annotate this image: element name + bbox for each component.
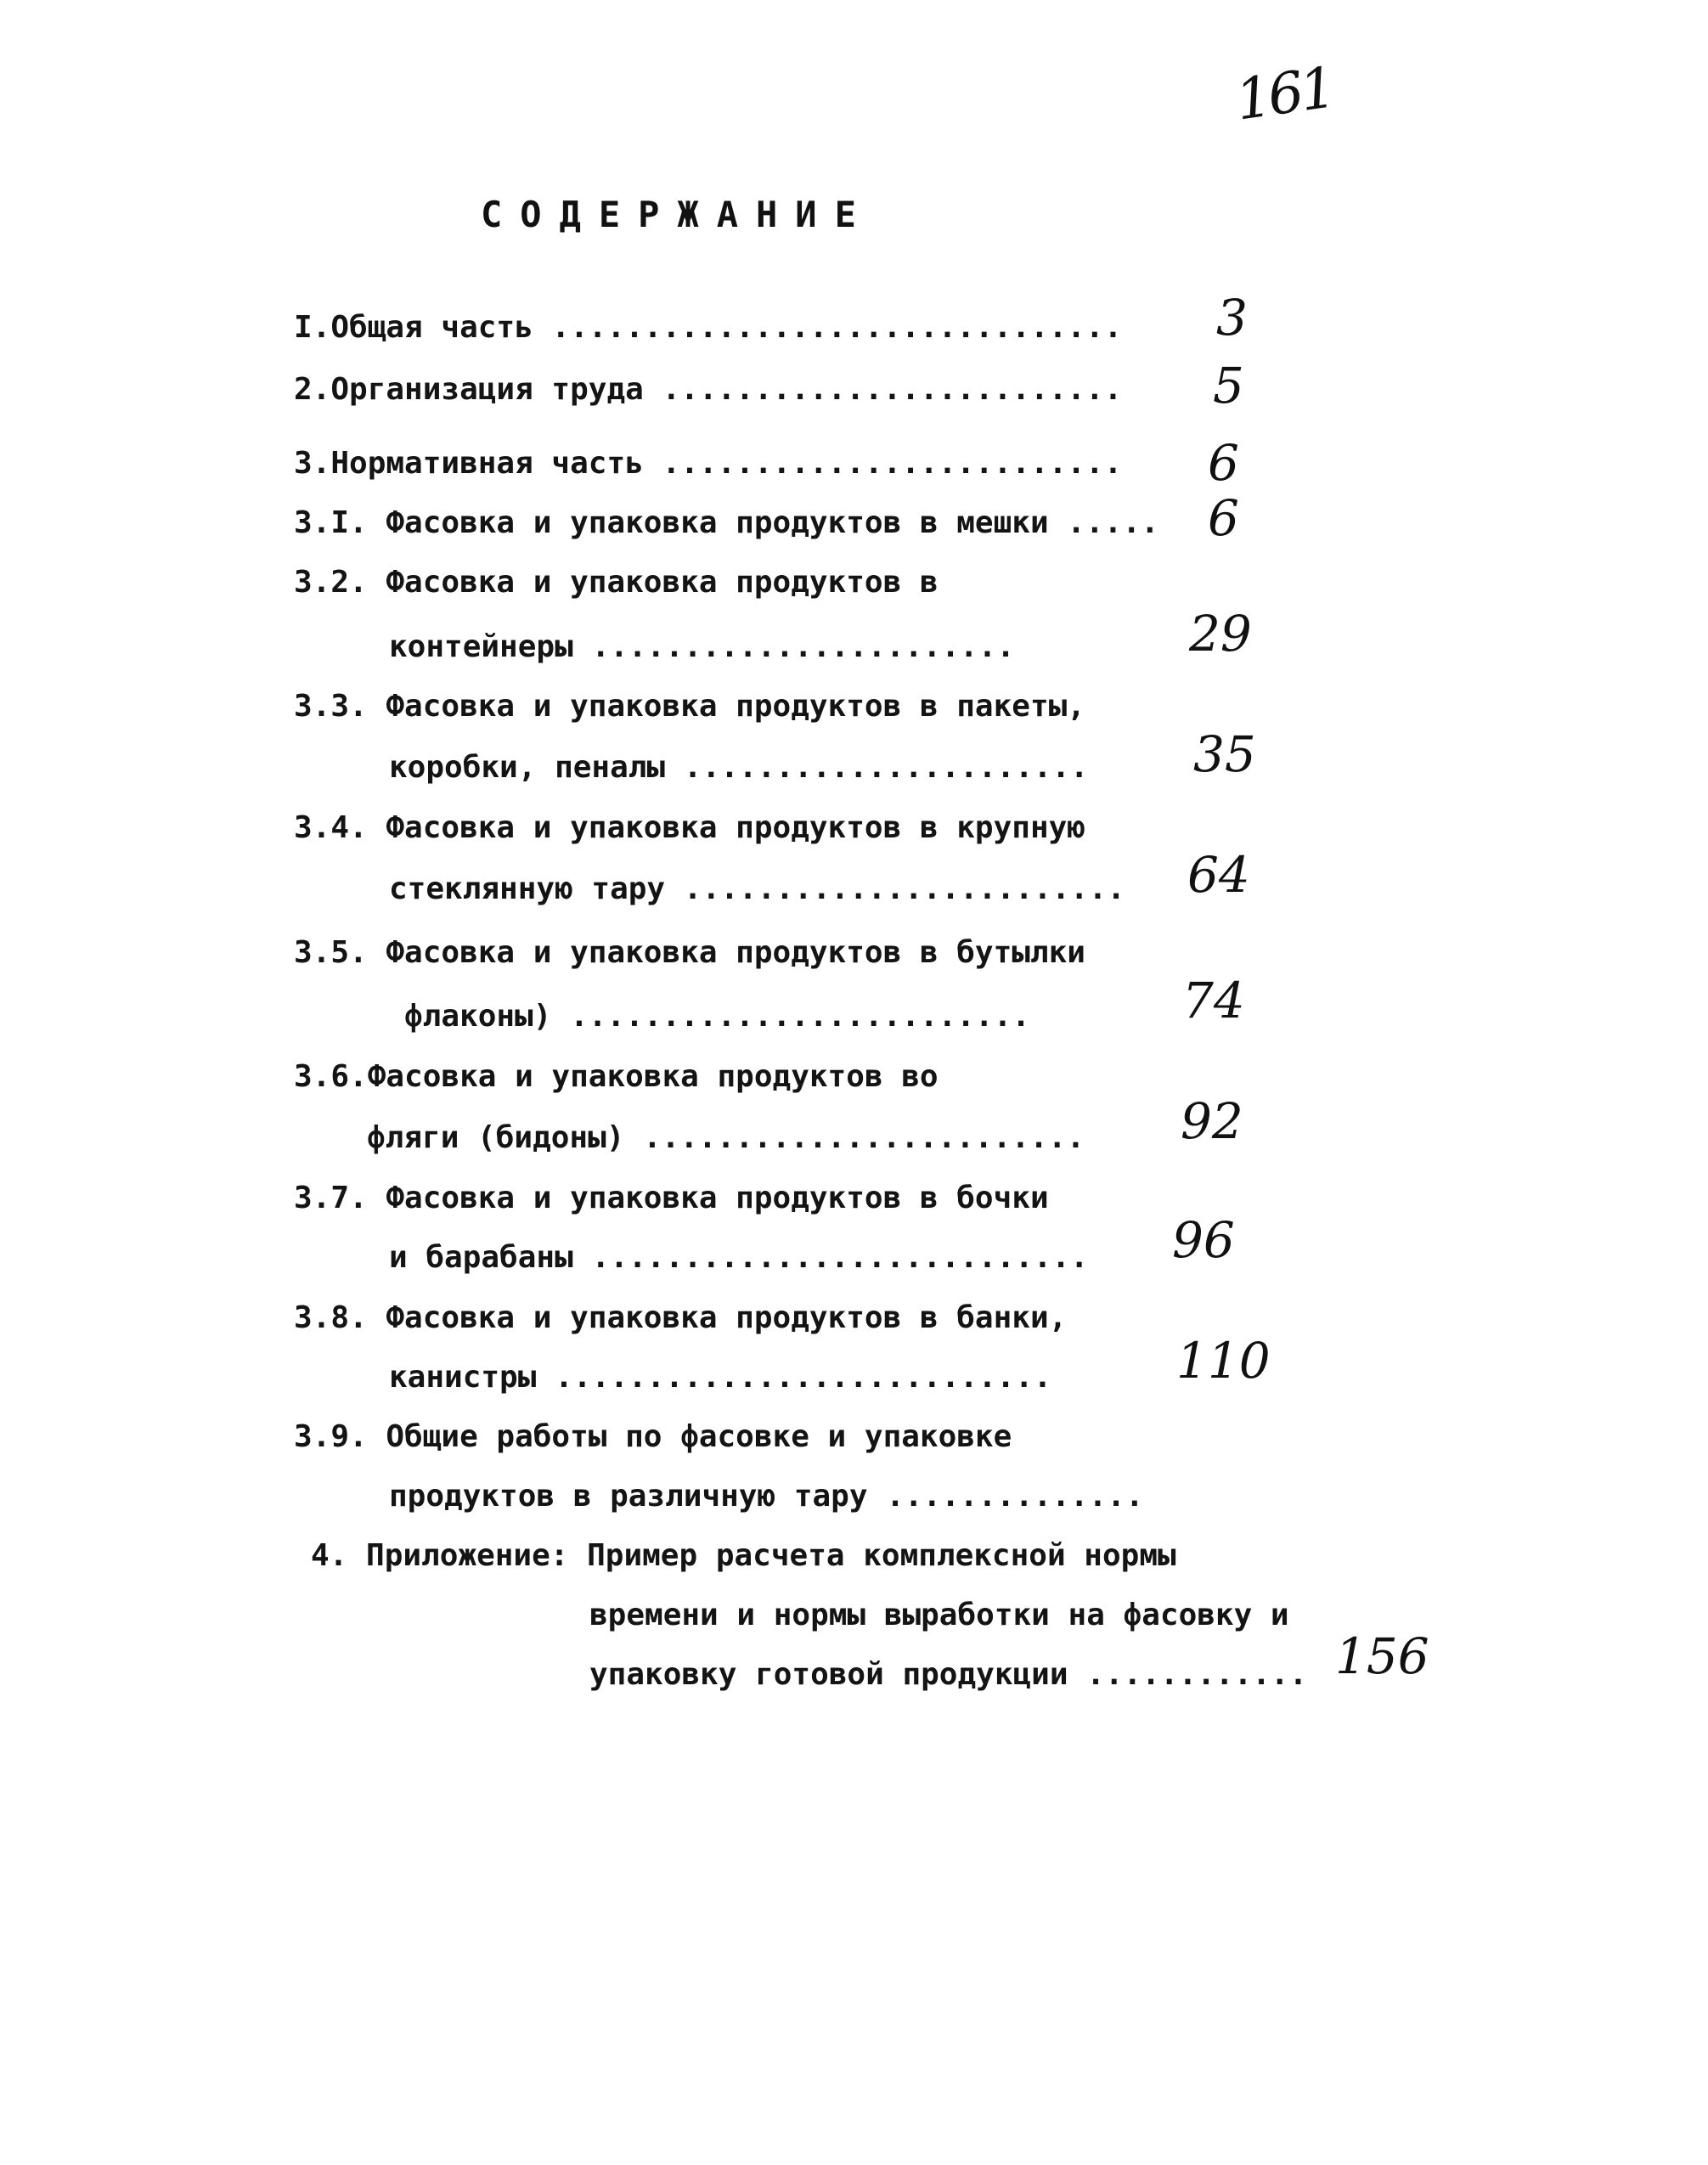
toc-entry-3-3: 3.3. Фасовка и упаковка продуктов в пакеты, bbox=[294, 689, 1085, 724]
toc-entry-3-6-cont: фляги (бидоны) ........................ bbox=[367, 1120, 1085, 1155]
toc-entry-3-9-cont: продуктов в различную тару .............. bbox=[389, 1479, 1144, 1514]
toc-entry-3-2: 3.2. Фасовка и упаковка продуктов в bbox=[294, 565, 939, 600]
toc-entry-3-3-cont: коробки, пеналы ...................... bbox=[389, 750, 1089, 785]
toc-entry-4: 4. Приложение: Пример расчета комплексной нормы bbox=[311, 1538, 1176, 1573]
toc-entry-1: I.Общая часть ............................... bbox=[294, 310, 1123, 345]
toc-entry-4-cont-1: времени и нормы выработки на фасовку и bbox=[589, 1598, 1289, 1632]
toc-page-3-6: 92 bbox=[1181, 1092, 1243, 1150]
toc-page-2: 5 bbox=[1213, 357, 1244, 414]
toc-entry-2: 2.Организация труда ......................... bbox=[294, 372, 1123, 407]
toc-entry-3-5-cont: флаконы) ......................... bbox=[404, 999, 1030, 1034]
toc-entry-3-4-cont: стеклянную тару ........................ bbox=[389, 871, 1125, 906]
toc-page-3-1: 6 bbox=[1208, 489, 1239, 547]
toc-page-1: 3 bbox=[1216, 289, 1248, 347]
toc-page-4: 156 bbox=[1335, 1627, 1429, 1685]
toc-page-3-8: 110 bbox=[1176, 1332, 1271, 1390]
toc-page-3: 6 bbox=[1208, 434, 1239, 492]
toc-page-3-3: 35 bbox=[1193, 725, 1256, 783]
sheet-number: 161 bbox=[1232, 54, 1337, 133]
toc-entry-3-2-cont: контейнеры ....................... bbox=[389, 629, 1015, 664]
toc-entry-3-1: 3.I. Фасовка и упаковка продуктов в мешки ..... bbox=[294, 505, 1159, 540]
toc-entry-4-cont-2: упаковку готовой продукции ............ bbox=[589, 1657, 1308, 1692]
toc-page-3-5: 74 bbox=[1182, 972, 1245, 1029]
toc-page-3-4: 64 bbox=[1187, 846, 1250, 904]
toc-entry-3: 3.Нормативная часть ......................... bbox=[294, 446, 1123, 481]
toc-entry-3-5: 3.5. Фасовка и упаковка продуктов в бутылки bbox=[294, 935, 1085, 970]
page-title: СОДЕРЖАНИЕ bbox=[481, 194, 874, 235]
toc-entry-3-6: 3.6.Фасовка и упаковка продуктов во bbox=[294, 1059, 939, 1094]
toc-entry-3-9: 3.9. Общие работы по фасовке и упаковке bbox=[294, 1419, 1012, 1454]
toc-page-3-2: 29 bbox=[1189, 605, 1252, 662]
toc-page-3-7: 96 bbox=[1172, 1211, 1235, 1269]
toc-entry-3-7-cont: и барабаны ........................... bbox=[389, 1240, 1089, 1275]
toc-entry-3-8-cont: канистры ........................... bbox=[389, 1360, 1052, 1395]
toc-entry-3-8: 3.8. Фасовка и упаковка продуктов в банки, bbox=[294, 1300, 1068, 1335]
toc-entry-3-4: 3.4. Фасовка и упаковка продуктов в крупную bbox=[294, 810, 1085, 845]
toc-entry-3-7: 3.7. Фасовка и упаковка продуктов в бочки bbox=[294, 1181, 1049, 1215]
